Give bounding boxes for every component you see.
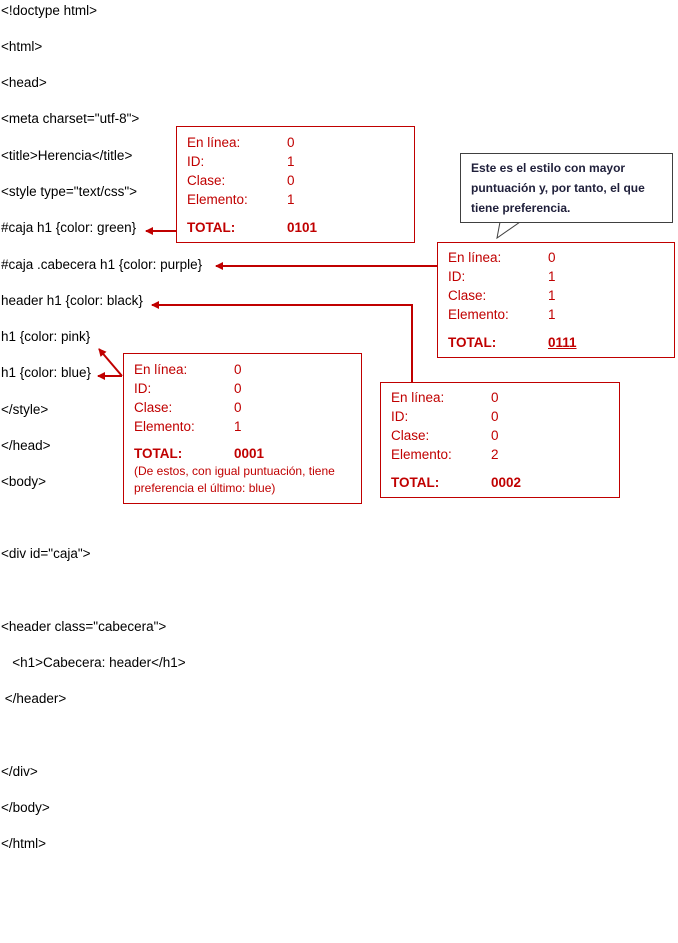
- label-id: ID:: [391, 409, 409, 424]
- label-total: TOTAL:: [187, 220, 236, 235]
- label-inline: En línea:: [134, 362, 188, 377]
- value-element: 1: [548, 307, 556, 322]
- label-class: Clase:: [391, 428, 430, 443]
- code-line-title: <title>Herencia</title>: [1, 148, 133, 163]
- value-inline: 0: [287, 135, 295, 150]
- value-total: 0001: [234, 446, 265, 461]
- value-class: 1: [548, 288, 556, 303]
- arrow-pink: [99, 349, 122, 376]
- code-line-style-open: <style type="text/css">: [1, 184, 138, 199]
- value-element: 1: [287, 192, 295, 207]
- label-id: ID:: [134, 381, 152, 396]
- code-line-header-close: </header>: [1, 691, 67, 706]
- code-line-html-close: </html>: [1, 836, 47, 851]
- label-element: Elemento:: [134, 419, 195, 434]
- specificity-box-purple: [437, 242, 675, 358]
- label-inline: En línea:: [391, 390, 445, 405]
- code-line-div-close: </div>: [1, 764, 38, 779]
- code-line-header-open: <header class="cabecera">: [1, 619, 167, 634]
- specificity-box-blue: [123, 353, 362, 504]
- value-id: 1: [287, 154, 295, 169]
- code-line-rule-pink: h1 {color: pink}: [1, 329, 91, 344]
- code-line-head-open: <head>: [1, 75, 47, 90]
- label-total: TOTAL:: [134, 446, 183, 461]
- code-line-head-close: </head>: [1, 438, 51, 453]
- label-class: Clase:: [134, 400, 173, 415]
- code-line-meta: <meta charset="utf-8">: [1, 111, 140, 126]
- value-total: 0002: [491, 475, 522, 490]
- code-line-h1: <h1>Cabecera: header</h1>: [1, 655, 186, 670]
- value-id: 1: [548, 269, 556, 284]
- value-id: 0: [234, 381, 242, 396]
- label-id: ID:: [448, 269, 466, 284]
- label-element: Elemento:: [448, 307, 509, 322]
- value-class: 0: [491, 428, 499, 443]
- label-element: Elemento:: [391, 447, 452, 462]
- value-inline: 0: [491, 390, 499, 405]
- value-element: 2: [491, 447, 499, 462]
- label-total: TOTAL:: [391, 475, 440, 490]
- label-element: Elemento:: [187, 192, 248, 207]
- code-line-style-close: </style>: [1, 402, 49, 417]
- code-line-rule-green: #caja h1 {color: green}: [1, 220, 137, 235]
- value-inline: 0: [234, 362, 242, 377]
- value-class: 0: [234, 400, 242, 415]
- code-line-body-close: </body>: [1, 800, 50, 815]
- value-element: 1: [234, 419, 242, 434]
- label-id: ID:: [187, 154, 205, 169]
- callout-tail: [497, 222, 520, 238]
- label-inline: En línea:: [187, 135, 241, 150]
- callout-text: Este es el estilo con mayor puntuación y, por tanto, el que tiene preferencia.: [471, 161, 645, 215]
- code-line-html-open: <html>: [1, 39, 43, 54]
- value-inline: 0: [548, 250, 556, 265]
- label-inline: En línea:: [448, 250, 502, 265]
- tie-break-note: (De estos, con igual puntuación, tiene preferencia el último: blue): [134, 464, 335, 495]
- code-line-doctype: <!doctype html>: [1, 3, 98, 18]
- code-line-rule-black: header h1 {color: black}: [1, 293, 143, 308]
- code-line-body-open: <body>: [1, 474, 47, 489]
- value-total: 0101: [287, 220, 318, 235]
- value-total: 0111: [548, 335, 577, 350]
- specificity-box-green: [176, 126, 415, 243]
- value-id: 0: [491, 409, 499, 424]
- specificity-box-black: [380, 382, 620, 498]
- label-class: Clase:: [448, 288, 487, 303]
- value-class: 0: [287, 173, 295, 188]
- preference-callout: [460, 153, 673, 223]
- label-class: Clase:: [187, 173, 226, 188]
- code-line-rule-purple: #caja .cabecera h1 {color: purple}: [1, 257, 203, 272]
- label-total: TOTAL:: [448, 335, 497, 350]
- code-line-div-open: <div id="caja">: [1, 546, 91, 561]
- code-line-rule-blue: h1 {color: blue}: [1, 365, 92, 380]
